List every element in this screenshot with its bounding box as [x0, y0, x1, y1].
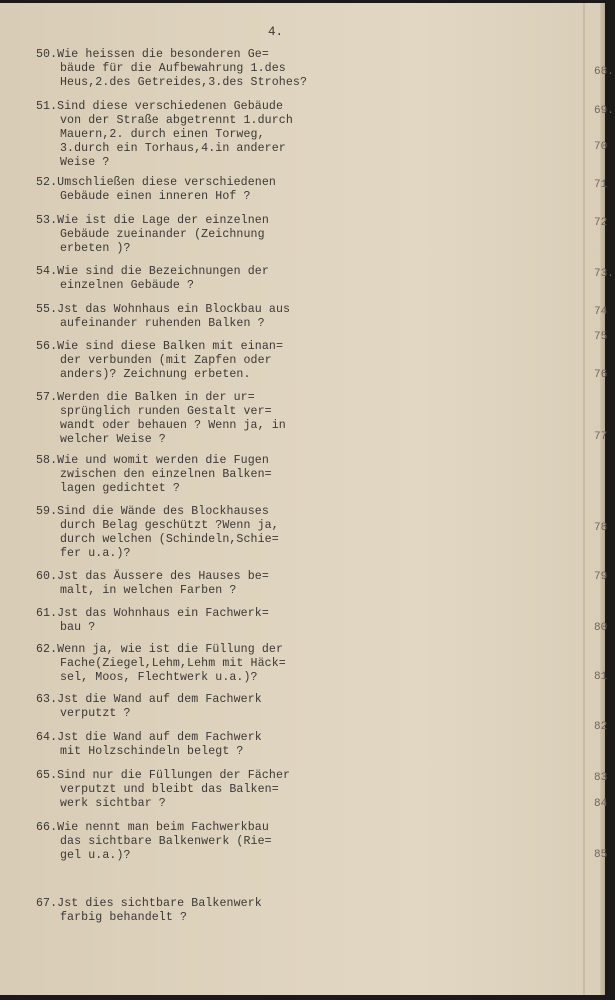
question-text-continued: wandt oder behauen ? Wenn ja, in — [60, 419, 286, 432]
question-item — [36, 265, 336, 293]
document-page — [0, 3, 614, 995]
question-text-continued: von der Straße abgetrennt 1.durch — [60, 114, 293, 127]
margin-number: 77 — [594, 431, 608, 443]
margin-number: 80 — [594, 622, 608, 634]
margin-number: 73. — [594, 268, 614, 280]
question-text-continued: bau ? — [60, 621, 96, 634]
question-text-continued: fer u.a.)? — [60, 547, 131, 560]
question-text-continued: verputzt und bleibt das Balken= — [60, 783, 279, 796]
question-text-continued: erbeten )? — [60, 242, 131, 255]
margin-number: 74 — [594, 306, 608, 318]
question-text: 65.Sind nur die Füllungen der Fächer — [36, 769, 291, 782]
question-text: 61.Jst das Wohnhaus ein Fachwerk= — [36, 607, 269, 620]
question-item — [36, 897, 336, 925]
question-text-continued: bäude für die Aufbewahrung 1.des — [60, 62, 286, 75]
question-item — [36, 391, 336, 447]
question-text-continued: einzelnen Gebäude ? — [60, 279, 195, 292]
question-text: 56.Wie sind diese Balken mit einan= — [36, 340, 284, 353]
question-text-continued: Heus,2.des Getreides,3.des Strohes? — [60, 76, 308, 89]
question-text-continued: anders)? Zeichnung erbeten. — [60, 368, 251, 381]
question-text: 64.Jst die Wand auf dem Fachwerk — [36, 731, 262, 744]
question-text-continued: sprünglich runden Gestalt ver= — [60, 405, 272, 418]
margin-number: 82 — [594, 721, 608, 733]
question-item — [36, 769, 336, 811]
margin-number: 71 — [594, 179, 608, 191]
question-item — [36, 570, 336, 598]
margin-number: 79 — [594, 571, 608, 583]
question-text: 59.Sind die Wände des Blockhauses — [36, 505, 269, 518]
margin-number: 70 — [594, 141, 608, 153]
question-item — [36, 176, 336, 204]
question-item — [36, 643, 336, 685]
question-text-continued: Weise ? — [60, 156, 110, 169]
question-text-continued: werk sichtbar ? — [60, 797, 166, 810]
question-text-continued: Gebäude zueinander (Zeichnung — [60, 228, 265, 241]
question-text-continued: das sichtbare Balkenwerk (Rie= — [60, 835, 272, 848]
question-text: 52.Umschließen diese verschiedenen — [36, 176, 276, 189]
question-item — [36, 454, 336, 496]
question-text: 58.Wie und womit werden die Fugen — [36, 454, 269, 467]
margin-number: 78 — [594, 522, 608, 534]
question-item — [36, 821, 336, 863]
question-item — [36, 693, 336, 721]
question-text-continued: Fache(Ziegel,Lehm,Lehm mit Häck= — [60, 657, 286, 670]
question-text: 51.Sind diese verschiedenen Gebäude — [36, 100, 284, 113]
question-text-continued: Mauern,2. durch einen Torweg, — [60, 128, 265, 141]
question-text-continued: verputzt ? — [60, 707, 131, 720]
question-text-continued: welcher Weise ? — [60, 433, 166, 446]
margin-number: 72 — [594, 217, 608, 229]
question-item — [36, 100, 336, 170]
question-text: 57.Werden die Balken in der ur= — [36, 391, 255, 404]
question-text: 67.Jst dies sichtbare Balkenwerk — [36, 897, 262, 910]
question-text: 50.Wie heissen die besonderen Ge= — [36, 48, 269, 61]
question-text: 66.Wie nennt man beim Fachwerkbau — [36, 821, 269, 834]
question-text-continued: der verbunden (mit Zapfen oder — [60, 354, 272, 367]
page-number: 4. — [268, 25, 284, 39]
question-item — [36, 505, 336, 561]
question-text-continued: durch welchen (Schindeln,Schie= — [60, 533, 279, 546]
question-item — [36, 340, 336, 382]
margin-number: 75 — [594, 331, 608, 343]
question-text-continued: zwischen den einzelnen Balken= — [60, 468, 272, 481]
margin-number: 69. — [594, 105, 614, 117]
question-text-continued: 3.durch ein Torhaus,4.in anderer — [60, 142, 286, 155]
margin-number: 81 — [594, 671, 608, 683]
question-text-continued: aufeinander ruhenden Balken ? — [60, 317, 265, 330]
question-item — [36, 607, 336, 635]
question-text-continued: sel, Moos, Flechtwerk u.a.)? — [60, 671, 258, 684]
question-item — [36, 48, 336, 90]
question-text-continued: malt, in welchen Farben ? — [60, 584, 237, 597]
question-text-continued: farbig behandelt ? — [60, 911, 188, 924]
question-text: 62.Wenn ja, wie ist die Füllung der — [36, 643, 284, 656]
question-item — [36, 303, 336, 331]
margin-number: 83 — [594, 772, 608, 784]
margin-number: 84 — [594, 798, 608, 810]
margin-number: 68. — [594, 66, 614, 78]
margin-number: 76 — [594, 369, 608, 381]
question-text-continued: gel u.a.)? — [60, 849, 131, 862]
question-text: 54.Wie sind die Bezeichnungen der — [36, 265, 269, 278]
question-text-continued: mit Holzschindeln belegt ? — [60, 745, 244, 758]
question-text-continued: Gebäude einen inneren Hof ? — [60, 190, 251, 203]
question-text: 55.Jst das Wohnhaus ein Blockbau aus — [36, 303, 291, 316]
question-text-continued: lagen gedichtet ? — [60, 482, 180, 495]
question-item — [36, 731, 336, 759]
page-fold — [583, 3, 585, 995]
question-text: 53.Wie ist die Lage der einzelnen — [36, 214, 269, 227]
question-text: 60.Jst das Äussere des Hauses be= — [36, 570, 269, 583]
question-item — [36, 214, 336, 256]
question-text: 63.Jst die Wand auf dem Fachwerk — [36, 693, 262, 706]
margin-number: 85 — [594, 849, 608, 861]
question-text-continued: durch Belag geschützt ?Wenn ja, — [60, 519, 279, 532]
